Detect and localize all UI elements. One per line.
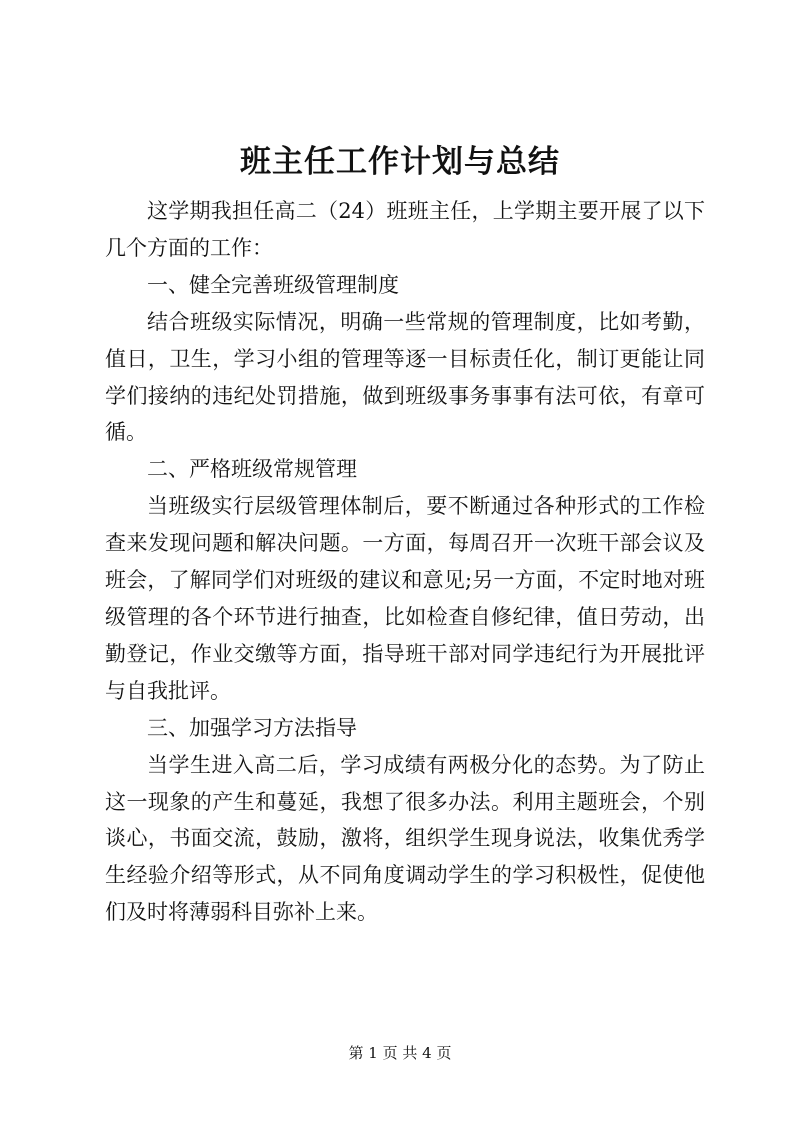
document-body (105, 193, 705, 931)
section-heading-3: 三、加强学习方法指导 (147, 715, 357, 740)
document-title: 班主任工作计划与总结 (240, 144, 560, 180)
section-paragraph-1: 结合班级实际情况，明确一些常规的管理制度，比如考勤，值日，卫生，学习小组的管理等逐一目标责任化，制订更能让同学们接纳的违纪处罚措施，做到班级事务事事有法可依，有章可循。 (105, 309, 705, 445)
section-heading-2: 二、严格班级常规管理 (147, 457, 357, 482)
section-heading-1: 一、健全完善班级管理制度 (147, 272, 399, 297)
section-paragraph-2: 当班级实行层级管理体制后，要不断通过各种形式的工作检查来发现问题和解决问题。一方面，每周召开一次班干部会议及班会，了解同学们对班级的建议和意见;另一方面，不定时地对班级管理的各个环节进行抽查，比如检查自修纪律，值日劳动，出勤登记，作业交缴等方面，指导班干部对同学违纪行为开展批评与自我批评。 (105, 494, 705, 703)
section-paragraph-3: 当学生进入高二后，学习成绩有两极分化的态势。为了防止这一现象的产生和蔓延，我想了很多办法。利用主题班会，个别谈心，书面交流，鼓励，激将，组织学生现身说法，收集优秀学生经验介绍等形式，从不同角度调动学生的学习积极性，促使他们及时将薄弱科目弥补上来。 (105, 752, 705, 925)
page-number-footer: 第 1 页 共 4 页 (348, 1044, 452, 1062)
intro-paragraph: 这学期我担任高二（24）班班主任，上学期主要开展了以下几个方面的工作： (105, 199, 705, 260)
